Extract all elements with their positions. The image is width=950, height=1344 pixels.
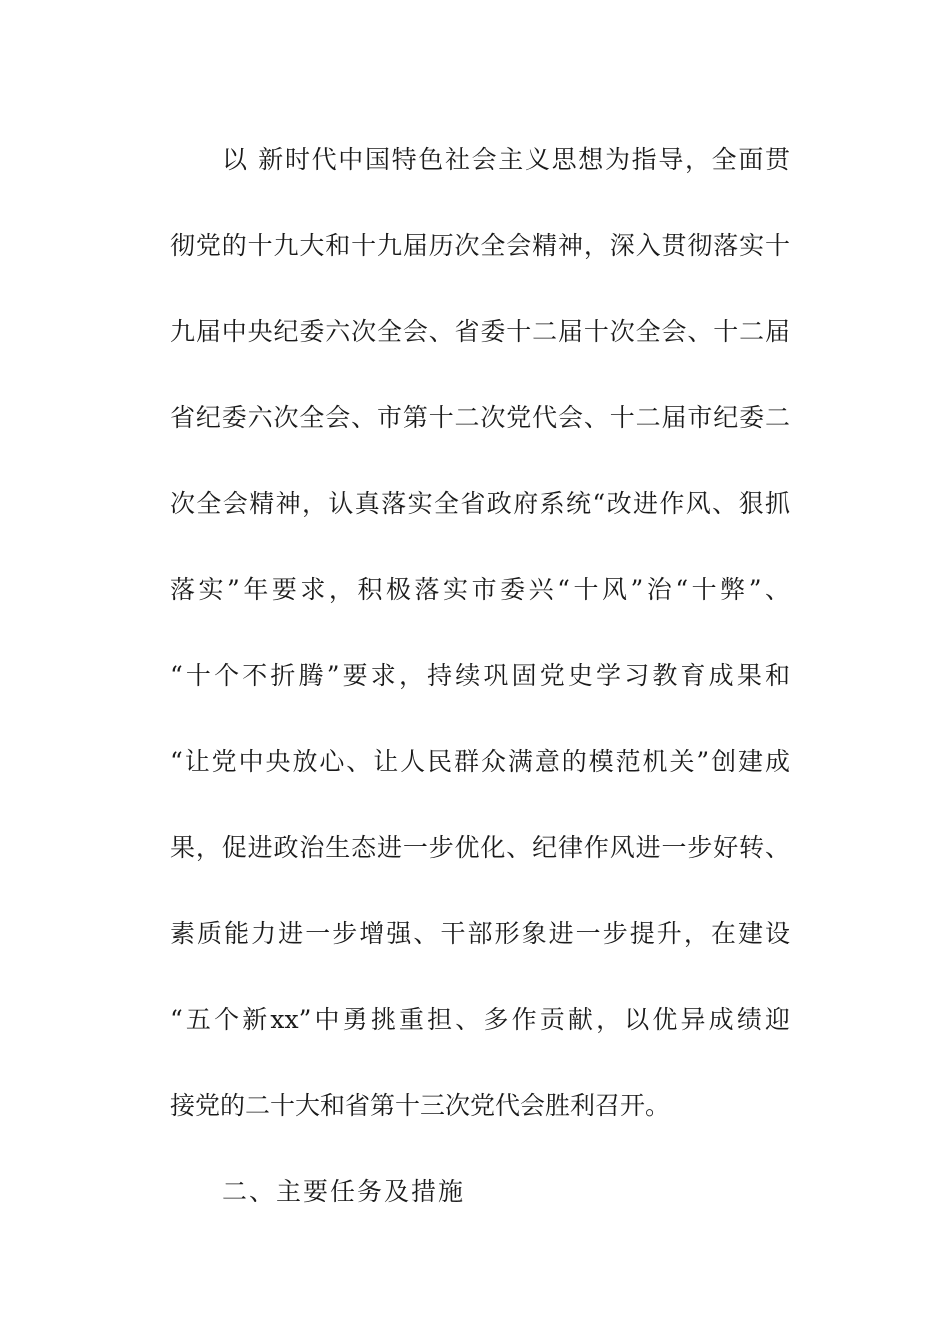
paragraph-line-2: 彻党的十九大和十九届历次全会精神，深入贯彻落实十 [170, 231, 790, 260]
paragraph-line-1: 以 新时代中国特色社会主义思想为指导，全面贯 [222, 145, 790, 174]
paragraph-line-11: “五个新xx”中勇挑重担、多作贡献，以优异成绩迎 [170, 1005, 790, 1034]
paragraph-line-10: 素质能力进一步增强、干部形象进一步提升，在建设 [170, 919, 790, 948]
paragraph-line-4: 省纪委六次全会、市第十二次党代会、十二届市纪委二 [170, 403, 790, 432]
paragraph-line-8: “让党中央放心、让人民群众满意的模范机关”创建成 [170, 747, 790, 776]
paragraph-line-9: 果，促进政治生态进一步优化、纪律作风进一步好转、 [170, 833, 790, 862]
paragraph-line-12: 接党的二十大和省第十三次党代会胜利召开。 [170, 1091, 671, 1120]
paragraph-line-6: 落实”年要求，积极落实市委兴“十风”治“十弊”、 [170, 575, 790, 604]
paragraph-line-7: “十个不折腾”要求，持续巩固党史学习教育成果和 [170, 661, 790, 690]
paragraph-line-3: 九届中央纪委六次全会、省委十二届十次全会、十二届 [170, 317, 790, 346]
paragraph-line-5: 次全会精神，认真落实全省政府系统“改进作风、狠抓 [170, 489, 790, 518]
section-heading: 二、主要任务及措施 [222, 1177, 466, 1206]
